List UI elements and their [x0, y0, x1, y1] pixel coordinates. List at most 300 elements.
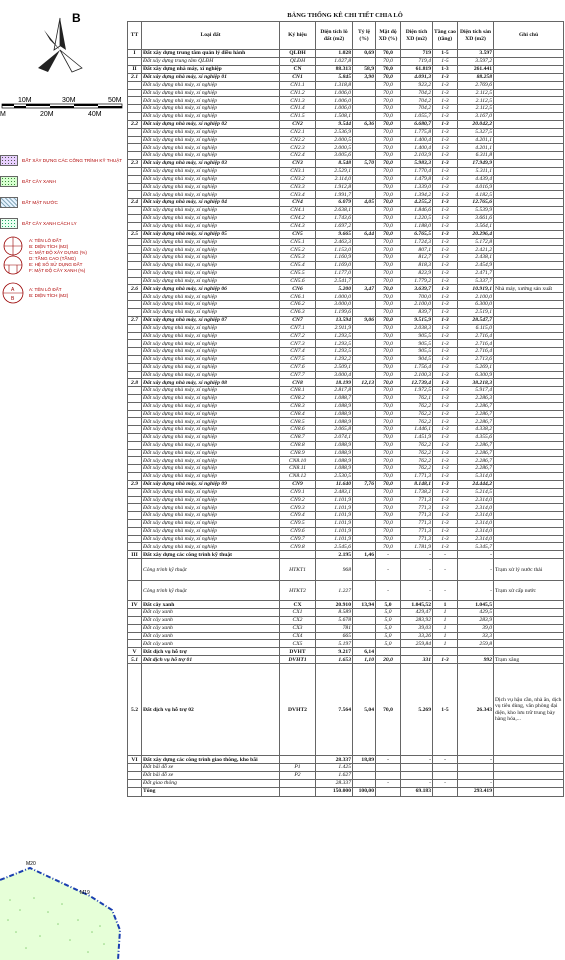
table-cell: [353, 105, 376, 113]
legend-item-lot-simple: A B A: TÊN LÔ ĐẤT B: DIỆN TÍCH (M2): [0, 278, 126, 308]
table-cell: [494, 58, 564, 66]
table-cell: [353, 340, 376, 348]
table-cell: Đất xây dựng nhà máy, xí nghiệp: [142, 89, 280, 97]
table-cell: 6.680,7: [401, 120, 433, 128]
table-cell: 992: [458, 656, 494, 664]
table-cell: [128, 473, 142, 481]
table-cell: Đất xây dựng nhà máy, xí nghiệp: [142, 543, 280, 551]
table-cell: Đất xây dựng nhà máy, xí nghiệp: [142, 269, 280, 277]
table-cell: 1: [433, 601, 458, 609]
table-cell: 70,0: [376, 480, 401, 488]
table-row: [128, 632, 564, 640]
table-cell: 1.394,2: [401, 191, 433, 199]
table-cell: 3.639,7: [401, 285, 433, 293]
table-cell: 1.991,7: [316, 191, 353, 199]
table-cell: CN4: [280, 199, 316, 207]
table-cell: [128, 81, 142, 89]
table-cell: [494, 214, 564, 222]
table-cell: Đất cây xanh: [142, 640, 280, 648]
table-cell: CN1.4: [280, 105, 316, 113]
table-cell: 5.917,4: [458, 387, 494, 395]
table-cell: 665: [316, 632, 353, 640]
table-cell: [353, 277, 376, 285]
table-cell: CN1.1: [280, 81, 316, 89]
table-cell: 69.183: [401, 787, 433, 796]
table-cell: 70,0: [376, 496, 401, 504]
table-cell: Đất xây dựng nhà máy, xí nghiệp: [142, 254, 280, 262]
table-cell: Nhà máy, xưởng sản xuất: [494, 285, 564, 293]
table-cell: CN1: [280, 73, 316, 81]
table-cell: CN6: [280, 285, 316, 293]
table-cell: 1: [433, 624, 458, 632]
table-cell: 771,3: [401, 512, 433, 520]
table-cell: 1-3: [433, 410, 458, 418]
table-cell: [128, 136, 142, 144]
table-cell: 2.509,1: [316, 363, 353, 371]
table-cell: CN7.4: [280, 348, 316, 356]
table-cell: [494, 363, 564, 371]
table-cell: [353, 144, 376, 152]
table-cell: [494, 434, 564, 442]
table-cell: 762,1: [401, 395, 433, 403]
table-cell: Đất bãi đỗ xe: [142, 772, 280, 780]
table-cell: DVHT2: [280, 664, 316, 756]
table-cell: 1-3: [433, 434, 458, 442]
table-cell: I: [128, 50, 142, 58]
table-cell: CN9.2: [280, 496, 316, 504]
table-cell: [128, 395, 142, 403]
table-cell: 1-3: [433, 112, 458, 120]
table-cell: [128, 144, 142, 152]
table-cell: DVHT1: [280, 656, 316, 664]
table-cell: 70,0: [376, 324, 401, 332]
table-row: [128, 601, 564, 609]
table-cell: [494, 81, 564, 89]
table-cell: [353, 207, 376, 215]
table-cell: 2.286,3: [458, 395, 494, 403]
table-cell: [128, 457, 142, 465]
table-row: [128, 779, 564, 787]
table-cell: [353, 269, 376, 277]
table-cell: 8.589: [316, 609, 353, 617]
table-cell: CN2: [280, 120, 316, 128]
table-cell: 1-3: [433, 308, 458, 316]
table-cell: 1-3: [433, 261, 458, 269]
table-cell: 9,06: [353, 316, 376, 324]
table-row: [128, 246, 564, 254]
table-cell: [353, 535, 376, 543]
table-cell: 70,0: [376, 363, 401, 371]
table-row: [128, 402, 564, 410]
table-cell: 2.483,1: [316, 488, 353, 496]
table-cell: 1-3: [433, 285, 458, 293]
table-cell: Đất giao thông: [142, 779, 280, 787]
table-cell: 1: [433, 632, 458, 640]
table-cell: [494, 269, 564, 277]
table-cell: 5,0: [376, 640, 401, 648]
table-cell: [401, 648, 433, 656]
table-cell: 1.188,0: [401, 222, 433, 230]
table-cell: CN5.2: [280, 246, 316, 254]
table-cell: 1-3: [433, 120, 458, 128]
table-cell: [494, 632, 564, 640]
table-cell: 12.765,6: [458, 199, 494, 207]
table-cell: 1-3: [433, 480, 458, 488]
table-cell: 1.028: [316, 50, 353, 58]
table-cell: 70,0: [376, 465, 401, 473]
table-cell: 70,0: [376, 207, 401, 215]
table-cell: [494, 402, 564, 410]
table-cell: [128, 355, 142, 363]
table-row: [128, 426, 564, 434]
table-cell: 70,0: [376, 199, 401, 207]
table-cell: 704,2: [401, 105, 433, 113]
table-cell: 700,0: [401, 293, 433, 301]
table-cell: [353, 332, 376, 340]
table-cell: Đất xây dựng nhà máy, xí nghiệp: [142, 520, 280, 528]
table-cell: 1.088,9: [316, 402, 353, 410]
lot-symbol-simple-icon: [0, 281, 26, 305]
north-arrow-icon: [30, 10, 90, 90]
table-cell: [494, 395, 564, 403]
table-title: BẢNG THỐNG KÊ CHI TIẾT CHIA LÔ: [287, 12, 403, 19]
table-row: [128, 609, 564, 617]
table-cell: 70,0: [376, 355, 401, 363]
table-cell: 70,0: [376, 410, 401, 418]
table-cell: [128, 449, 142, 457]
table-cell: 1.293,5: [316, 348, 353, 356]
table-cell: 5,70: [353, 159, 376, 167]
table-cell: 4.091,3: [401, 73, 433, 81]
table-cell: 2.100,0: [401, 301, 433, 309]
table-cell: 4.355,6: [458, 434, 494, 442]
table-cell: -: [433, 779, 458, 787]
table-cell: Đất xây dựng nhà máy, xí nghiệp: [142, 144, 280, 152]
table-cell: 771,3: [401, 496, 433, 504]
table-cell: 28.547,7: [458, 316, 494, 324]
table-cell: 5.678: [316, 617, 353, 625]
table-cell: 1.653: [316, 656, 353, 664]
table-cell: 1.339,0: [401, 183, 433, 191]
table-cell: 293.419: [458, 787, 494, 796]
table-cell: 719: [401, 50, 433, 58]
table-cell: 70,0: [376, 379, 401, 387]
table-cell: [353, 609, 376, 617]
table-cell: III: [128, 551, 142, 559]
table-cell: 1.101,9: [316, 520, 353, 528]
table-cell: CN8.6: [280, 426, 316, 434]
table-cell: 259,8: [458, 640, 494, 648]
table-cell: Đất xây dựng nhà máy, xí nghiệp: [142, 207, 280, 215]
table-cell: 259,84: [401, 640, 433, 648]
table-row: [128, 551, 564, 559]
table-row: [128, 418, 564, 426]
table-row: [128, 152, 564, 160]
scale-label-30m: 30M: [62, 97, 76, 104]
table-row: [128, 504, 564, 512]
table-cell: 1-3: [433, 449, 458, 457]
table-cell: Công trình kỹ thuật: [142, 559, 280, 581]
table-cell: [401, 764, 433, 772]
table-row: [128, 449, 564, 457]
table-cell: CN8.11: [280, 465, 316, 473]
table-cell: 771,3: [401, 520, 433, 528]
table-cell: [494, 355, 564, 363]
table-cell: 2.519,1: [458, 308, 494, 316]
table-cell: Trạm xử lý nước thải: [494, 559, 564, 581]
table-cell: 6.079: [316, 199, 353, 207]
table-cell: CN8.8: [280, 441, 316, 449]
table-cell: -: [433, 551, 458, 559]
table-cell: 1-3: [433, 441, 458, 449]
table-cell: [128, 426, 142, 434]
map-label-m20: M20: [26, 861, 36, 867]
table-cell: Đất xây dựng nhà máy, xí nghiệp: [142, 214, 280, 222]
table-cell: [353, 764, 376, 772]
table-cell: 5.197: [316, 640, 353, 648]
table-cell: [376, 648, 401, 656]
table-cell: 968: [316, 559, 353, 581]
table-cell: 70,0: [376, 543, 401, 551]
table-cell: [128, 617, 142, 625]
table-cell: [128, 112, 142, 120]
table-cell: CN3.1: [280, 167, 316, 175]
table-cell: 1.177,0: [316, 269, 353, 277]
table-cell: 2.074,1: [316, 434, 353, 442]
table-cell: 88.258: [458, 73, 494, 81]
table-cell: 13,94: [353, 601, 376, 609]
table-cell: 762,2: [401, 410, 433, 418]
table-cell: Đất xây dựng nhà máy, xí nghiệp: [142, 167, 280, 175]
table-cell: 70,0: [376, 81, 401, 89]
table-cell: Đất xây dựng nhà máy, xí nghiệp: [142, 504, 280, 512]
table-cell: 1-3: [433, 379, 458, 387]
table-cell: 70,0: [376, 395, 401, 403]
table-row: [128, 559, 564, 581]
table-cell: [353, 465, 376, 473]
table-cell: [494, 488, 564, 496]
table-cell: 2.065,8: [316, 426, 353, 434]
table-cell: CN7.5: [280, 355, 316, 363]
table-cell: 2.6: [128, 285, 142, 293]
table-cell: 3.661,6: [458, 214, 494, 222]
table-row: [128, 308, 564, 316]
table-cell: [128, 496, 142, 504]
table-row: [128, 756, 564, 764]
technical-swatch-icon: [0, 155, 18, 166]
table-cell: [494, 191, 564, 199]
table-cell: [458, 764, 494, 772]
table-row: [128, 473, 564, 481]
table-cell: 1-3: [433, 167, 458, 175]
table-cell: [494, 512, 564, 520]
table-cell: 905,5: [401, 340, 433, 348]
table-cell: 2.195: [316, 551, 353, 559]
table-cell: 5,0: [376, 609, 401, 617]
table-cell: 1.101,9: [316, 496, 353, 504]
table-cell: 1.006,0: [316, 89, 353, 97]
table-cell: 12.739,4: [401, 379, 433, 387]
table-cell: [494, 324, 564, 332]
table-cell: 1.738,2: [401, 488, 433, 496]
table-cell: 20,0: [376, 656, 401, 664]
table-cell: 1.400,4: [401, 144, 433, 152]
table-cell: 4.439,4: [458, 175, 494, 183]
table-cell: 6.300,0: [458, 301, 494, 309]
buffer-green-swatch-icon: [0, 218, 18, 229]
table-cell: CN8.1: [280, 387, 316, 395]
table-cell: 17.949,9: [458, 159, 494, 167]
table-cell: 58,9: [353, 65, 376, 73]
table-cell: 5,0: [376, 632, 401, 640]
table-cell: 70,0: [376, 152, 401, 160]
table-cell: 7.564: [316, 664, 353, 756]
table-row: [128, 527, 564, 535]
table-cell: 12,13: [353, 379, 376, 387]
table-cell: II: [128, 65, 142, 73]
table-cell: [401, 772, 433, 780]
table-cell: Đất xây dựng nhà máy, xí nghiệp 09: [142, 480, 280, 488]
table-cell: 2.769,6: [458, 81, 494, 89]
table-cell: [494, 238, 564, 246]
table-cell: 8.148,1: [401, 480, 433, 488]
table-cell: 823,9: [401, 269, 433, 277]
table-row: [128, 285, 564, 293]
table-cell: [353, 402, 376, 410]
table-cell: [494, 144, 564, 152]
table-cell: [128, 779, 142, 787]
table-row: [128, 316, 564, 324]
table-cell: 2.286,7: [458, 402, 494, 410]
table-cell: [494, 371, 564, 379]
table-cell: 70,0: [376, 285, 401, 293]
table-cell: 4,05: [353, 199, 376, 207]
table-row: [128, 480, 564, 488]
table-cell: [494, 527, 564, 535]
table-cell: 2.545,6: [316, 543, 353, 551]
table-cell: 1-3: [433, 543, 458, 551]
table-cell: 261.441: [458, 65, 494, 73]
table-cell: 2.112,5: [458, 89, 494, 97]
table-cell: 1.160,9: [316, 254, 353, 262]
table-cell: CN: [280, 65, 316, 73]
table-cell: [128, 89, 142, 97]
table-cell: Đất xây dựng nhà máy, xí nghiệp: [142, 395, 280, 403]
table-cell: 2.286,7: [458, 410, 494, 418]
table-cell: 2.286,7: [458, 449, 494, 457]
site-boundary-map: [0, 840, 126, 960]
table-cell: Đất xây dựng nhà máy, xí nghiệp: [142, 457, 280, 465]
table-cell: Đất xây dựng nhà máy, xí nghiệp: [142, 441, 280, 449]
table-cell: [280, 787, 316, 796]
table-cell: [128, 371, 142, 379]
table-cell: [494, 254, 564, 262]
table-cell: Đất xây dựng nhà máy, xí nghiệp: [142, 332, 280, 340]
table-cell: Đất xây dựng nhà máy, xí nghiệp: [142, 340, 280, 348]
table-cell: CN8.2: [280, 395, 316, 403]
table-cell: 1-3: [433, 214, 458, 222]
table-cell: 1-3: [433, 175, 458, 183]
table-cell: 1,10: [353, 656, 376, 664]
table-cell: 1-5: [433, 58, 458, 66]
table-cell: 5,04: [353, 664, 376, 756]
table-cell: [353, 387, 376, 395]
table-cell: 762,2: [401, 402, 433, 410]
table-cell: 4.255,2: [401, 199, 433, 207]
table-cell: [494, 601, 564, 609]
table-cell: 70,0: [376, 246, 401, 254]
table-cell: CN5.5: [280, 269, 316, 277]
table-cell: 70,0: [376, 97, 401, 105]
table-cell: 70,0: [376, 261, 401, 269]
table-cell: 1.846,6: [401, 207, 433, 215]
legend-item-technical: ĐẤT XÂY DỰNG CÁC CÔNG TRÌNH KỸ THUẬT: [0, 150, 126, 171]
table-cell: [128, 434, 142, 442]
table-cell: 70,0: [376, 238, 401, 246]
table-row: [128, 457, 564, 465]
table-cell: [494, 379, 564, 387]
table-cell: [353, 426, 376, 434]
table-cell: 4.201,1: [458, 144, 494, 152]
table-cell: 1.101,9: [316, 512, 353, 520]
table-cell: CN6.2: [280, 301, 316, 309]
table-cell: 1-3: [433, 246, 458, 254]
table-cell: 1.027,8: [316, 58, 353, 66]
table-cell: 6.115,0: [458, 324, 494, 332]
table-cell: 2.314,0: [458, 520, 494, 528]
table-cell: [128, 624, 142, 632]
table-cell: 70,0: [376, 664, 401, 756]
table-row: [128, 441, 564, 449]
table-cell: 6,44: [353, 230, 376, 238]
table-cell: Đất dịch vụ hỗ trợ: [142, 648, 280, 656]
table-cell: 5.314,0: [458, 473, 494, 481]
table-cell: [128, 535, 142, 543]
table-cell: [494, 199, 564, 207]
table-cell: 1-3: [433, 89, 458, 97]
table-cell: 100,00: [353, 787, 376, 796]
table-cell: 1-3: [433, 73, 458, 81]
table-cell: CN1.5: [280, 112, 316, 120]
table-cell: Đất xây dựng nhà máy, xí nghiệp: [142, 112, 280, 120]
table-cell: Đất xây dựng nhà máy, xí nghiệp 01: [142, 73, 280, 81]
table-cell: Đất xây dựng nhà máy, xí nghiệp: [142, 465, 280, 473]
table-cell: 4.338,2: [458, 426, 494, 434]
table-cell: 2.314,0: [458, 504, 494, 512]
table-cell: 5.269: [401, 664, 433, 756]
table-cell: 4.182,5: [458, 191, 494, 199]
table-cell: [353, 395, 376, 403]
table-cell: [353, 772, 376, 780]
table-cell: Đất xây dựng nhà máy, xí nghiệp 03: [142, 159, 280, 167]
table-cell: 2.454,9: [458, 261, 494, 269]
table-row: [128, 277, 564, 285]
table-cell: [494, 543, 564, 551]
table-cell: 1.743,6: [316, 214, 353, 222]
table-cell: 10.919,1: [458, 285, 494, 293]
table-cell: 3,90: [353, 73, 376, 81]
table-cell: 1.912,8: [316, 183, 353, 191]
table-cell: CN9.8: [280, 543, 316, 551]
table-cell: 70,0: [376, 175, 401, 183]
column-header: Tầng cao (tầng): [433, 22, 458, 50]
table-cell: 5.327,5: [458, 128, 494, 136]
table-cell: Đất xây dựng nhà máy, xí nghiệp: [142, 371, 280, 379]
table-cell: [128, 105, 142, 113]
table-row: [128, 120, 564, 128]
table-row: [128, 191, 564, 199]
table-cell: 2.463,3: [316, 238, 353, 246]
